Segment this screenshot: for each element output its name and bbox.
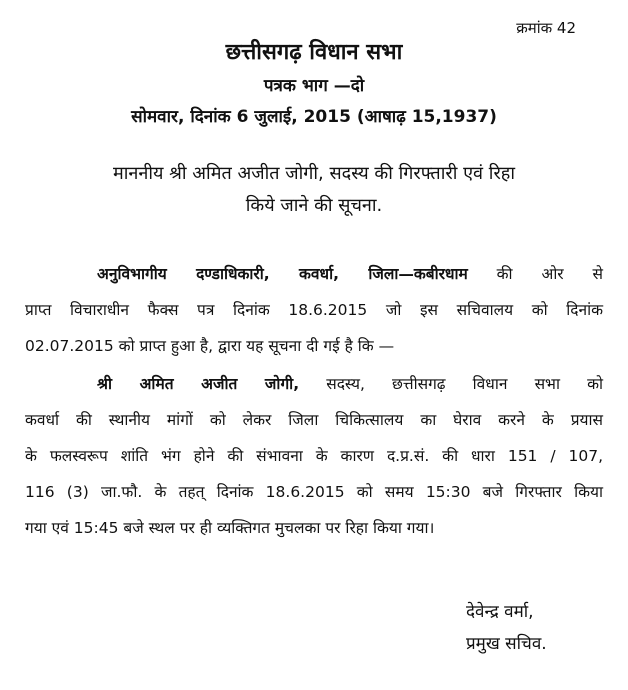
paragraph-1 [25,256,603,364]
signature-block [466,596,547,660]
date-line: सोमवार, दिनांक 6 जुलाई, 2015 (आषाढ़ 15,1937) [131,107,497,127]
notice-heading-line-1: माननीय श्री अमित अजीत जोगी, सदस्य की गिरफ्तारी एवं रिहा [112,163,516,184]
paragraph-2-line-2: कवर्धा की स्थानीय मांगों को लेकर जिला चिकित्सालय का घेराव करने के प्रयास [25,411,603,429]
paragraph-2-line-1 [25,366,603,402]
signatory-designation: प्रमुख सचिव. [466,634,547,654]
notice-heading [0,158,628,222]
paragraph-1-line-1 [25,256,603,292]
paragraph-1-line-1-rest: की ओर से [467,265,603,283]
paragraph-2-bold-lead: श्री अमित अजीत जोगी, [97,375,300,393]
serial-number: क्रमांक 42 [516,19,576,37]
paragraph-2-line-1-rest: सदस्य, छत्तीसगढ़ विधान सभा को [299,375,604,393]
paragraph-1-line-3: 02.07.2015 को प्राप्त हुआ है, द्वारा यह सूचना दी गई है कि — [25,337,395,355]
signatory-name: देवेन्द्र वर्मा, [466,602,534,622]
page-title: छत्तीसगढ़ विधान सभा [225,40,403,65]
paragraph-2-line-5: गया एवं 15:45 बजे स्थल पर ही व्यक्तिगत मुचलका पर रिहा किया गया। [25,519,435,537]
paragraph-2 [25,366,603,546]
notice-heading-line-2: किये जाने की सूचना. [245,195,383,216]
paragraph-1-bold-lead: अनुविभागीय दण्डाधिकारी, कवर्धा, जिला—कबीरधाम [97,265,468,283]
paragraph-2-line-4: 116 (3) जा.फौ. के तहत् दिनांक 18.6.2015 को समय 15:30 बजे गिरफ्तार किया [25,483,603,501]
document-subtitle: पत्रक भाग —दो [263,76,365,96]
paragraph-1-line-2: प्राप्त विचाराधीन फैक्स पत्र दिनांक 18.6.2015 जो इस सचिवालय को दिनांक [25,301,603,319]
paragraph-2-line-3: के फलस्वरूप शांति भंग होने की संभावना के कारण द.प्र.सं. की धारा 151 / 107, [25,447,603,465]
